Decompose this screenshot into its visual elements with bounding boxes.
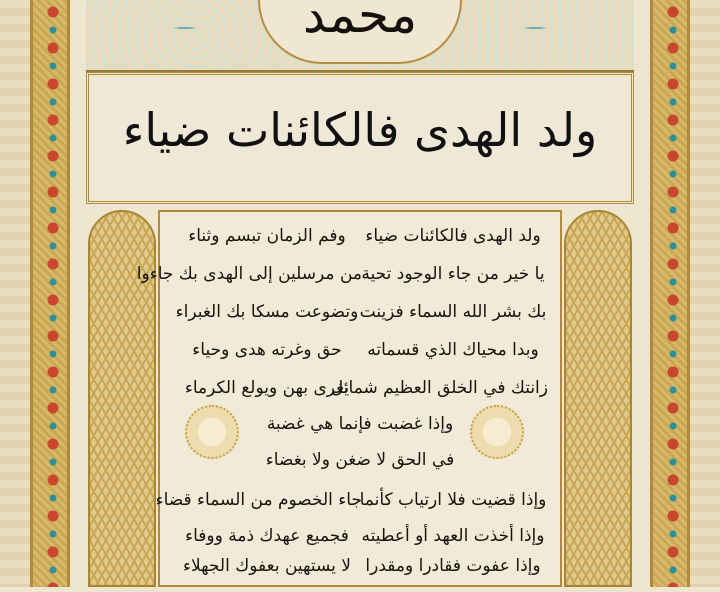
verse-second-half: من مرسلين إلى الهدى بك جاءوا xyxy=(136,264,362,284)
verse-second-half: فجميع عهدك ذمة ووفاء xyxy=(185,526,349,546)
centered-verse-line: في الحق لا ضغن ولا بغضاء xyxy=(265,450,455,470)
verse-second-half: لا يستهين بعفوك الجهلاء xyxy=(182,556,352,576)
verse-row xyxy=(160,222,560,262)
title-band xyxy=(86,72,634,204)
centered-verse-line: وإذا غضبت فإنما هي غضبة xyxy=(266,414,454,434)
outer-border-left xyxy=(0,0,31,587)
verse-second-half: وفم الزمان تبسم وثناء xyxy=(188,226,346,246)
verse-row xyxy=(160,336,560,376)
illuminated-border-right xyxy=(650,0,690,587)
verse-first-half: وبدا محياك الذي قسماته xyxy=(367,340,539,360)
verse-second-half: حق وغرته هدى وحياء xyxy=(192,340,342,360)
outer-border-right xyxy=(689,0,720,587)
verse-row xyxy=(160,298,560,338)
gold-medallion-right xyxy=(470,405,524,459)
verse-second-half: جاء الخصوم من السماء قضاء xyxy=(155,490,362,510)
verse-row xyxy=(160,552,560,592)
ornament-column-right xyxy=(564,210,632,587)
verse-first-half: بك بشر الله السماء فزينت xyxy=(359,302,547,322)
illuminated-border-left xyxy=(30,0,70,587)
header-calligraphy: محمد xyxy=(302,0,418,44)
header-cartouche xyxy=(258,0,462,64)
verse-first-half: زانتك في الخلق العظيم شمائل xyxy=(330,378,548,398)
verse-first-half: وإذا عفوت فقادرا ومقدرا xyxy=(365,556,541,576)
verse-second-half: وتضوعت مسكا بك الغبراء xyxy=(175,302,359,322)
gold-medallion-left xyxy=(185,405,239,459)
verse-second-half: يغرى بهن ويولع الكرماء xyxy=(184,378,350,398)
poem-panel xyxy=(136,210,562,587)
header-illumination xyxy=(86,0,634,72)
verse-row xyxy=(155,486,560,526)
verse-first-half: يا خير من جاء الوجود تحية xyxy=(361,264,545,284)
verse-row xyxy=(136,260,560,300)
verse-first-half: وإذا قضيت فلا ارتياب كأنما xyxy=(359,490,547,510)
verse-first-half: وإذا أخذت العهد أو أعطيته xyxy=(361,526,545,546)
title-calligraphy: ولد الهدى فالكائنات ضياء xyxy=(122,103,598,157)
verse-first-half: ولد الهدى فالكائنات ضياء xyxy=(365,226,541,246)
